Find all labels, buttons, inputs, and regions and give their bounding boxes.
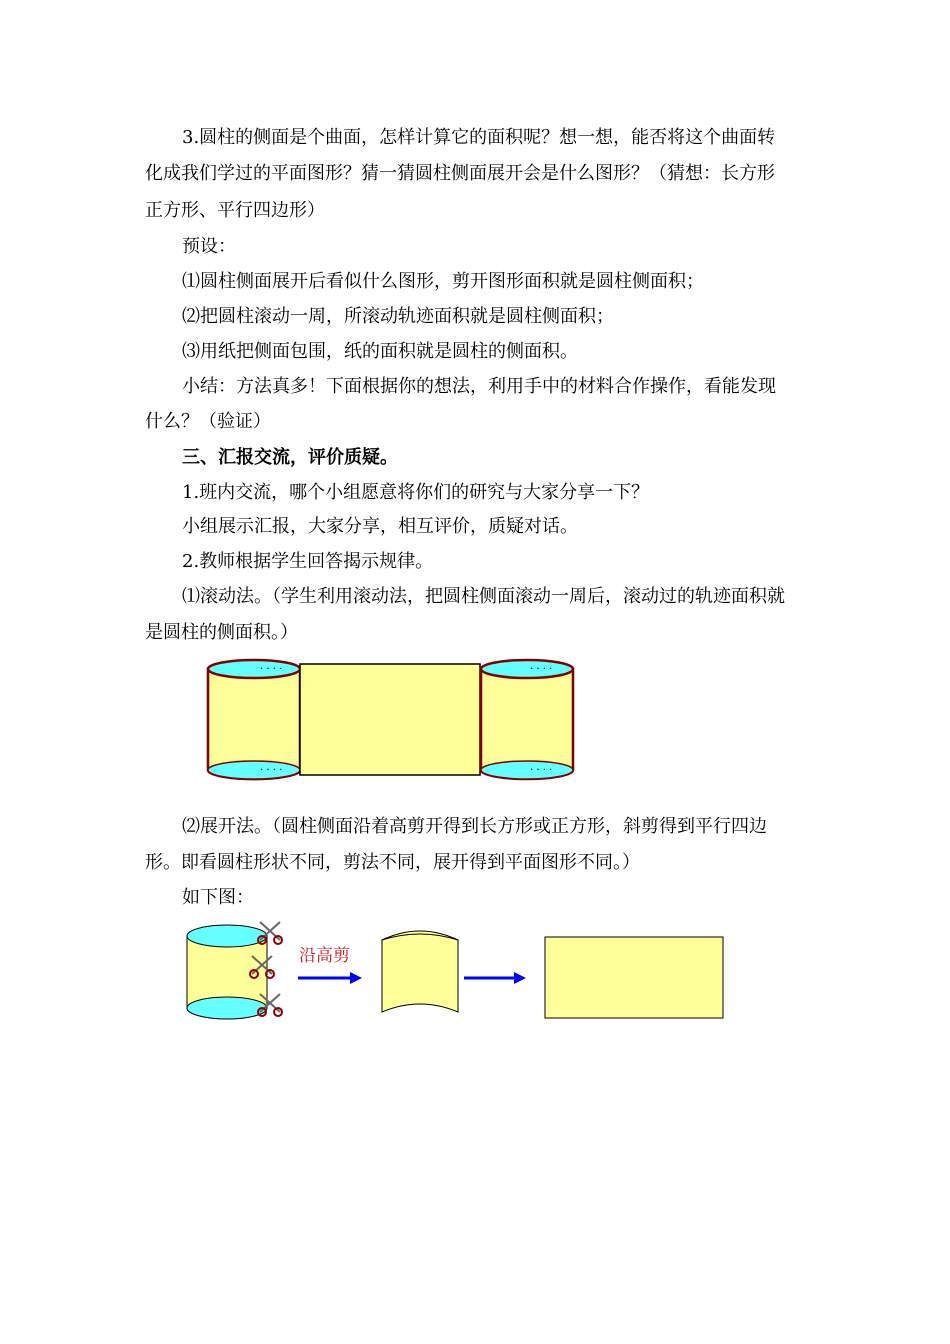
summary-line1: 小结：方法真多！下面根据你的想法，利用手中的材料合作操作，看能发现 [182,376,776,397]
unfold-method-line1: ⑵展开法。（圆柱侧面沿着高剪开得到长方形或正方形，斜剪得到平行四边 [182,816,767,837]
svg-text:· · · ·: · · · · [530,664,553,675]
para-3-line3: 正方形、平行四边形） [145,200,325,221]
svg-text:· · · ·: · · · · [260,664,283,675]
unfolding-method-figure [180,918,730,1030]
roll-method-line2: 是圆柱的侧面积。） [145,622,298,643]
unfold-method-line2: 形。即看圆柱形状不同，剪法不同，展开得到平面图形不同。） [145,852,640,873]
cut-along-height-label: 沿高剪 [299,946,350,966]
step-1: 1.班内交流，哪个小组愿意将你们的研究与大家分享一下？ [182,482,650,503]
svg-text:· · · ·: · · · · [260,765,283,776]
preset-item-2: ⑵把圆柱滚动一周，所滚动轨迹面积就是圆柱侧面积； [182,306,614,327]
svg-text:· · · ·: · · · · [530,765,553,776]
arrow-right-icon [464,972,526,984]
preset-item-3: ⑶用纸把侧面包围，纸的面积就是圆柱的侧面积。 [182,341,578,362]
para-3-line1: 3.圆柱的侧面是个曲面，怎样计算它的面积呢？想一想，能否将这个曲面转 [182,127,776,148]
preset-item-1: ⑴圆柱侧面展开后看似什么图形，剪开图形面积就是圆柱侧面积； [182,271,704,292]
arrow-right-icon [298,972,362,984]
preset-label: 预设： [182,236,236,257]
roll-method-line1: ⑴滚动法。（学生利用滚动法，把圆柱侧面滚动一周后，滚动过的轨迹面积就 [182,586,785,607]
step-2: 2.教师根据学生回答揭示规律。 [182,551,434,572]
section-heading-3: 三、汇报交流，评价质疑。 [182,447,398,468]
step-1-detail: 小组展示汇报，大家分享，相互评价，质疑对话。 [182,516,578,537]
rolling-method-figure [200,655,585,785]
para-3-line2: 化成我们学过的平面图形？猜一猜圆柱侧面展开会是什么图形？（猜想：长方形 [145,163,775,184]
summary-line2: 什么？（验证） [145,411,271,432]
as-below-label: 如下图： [182,887,254,908]
